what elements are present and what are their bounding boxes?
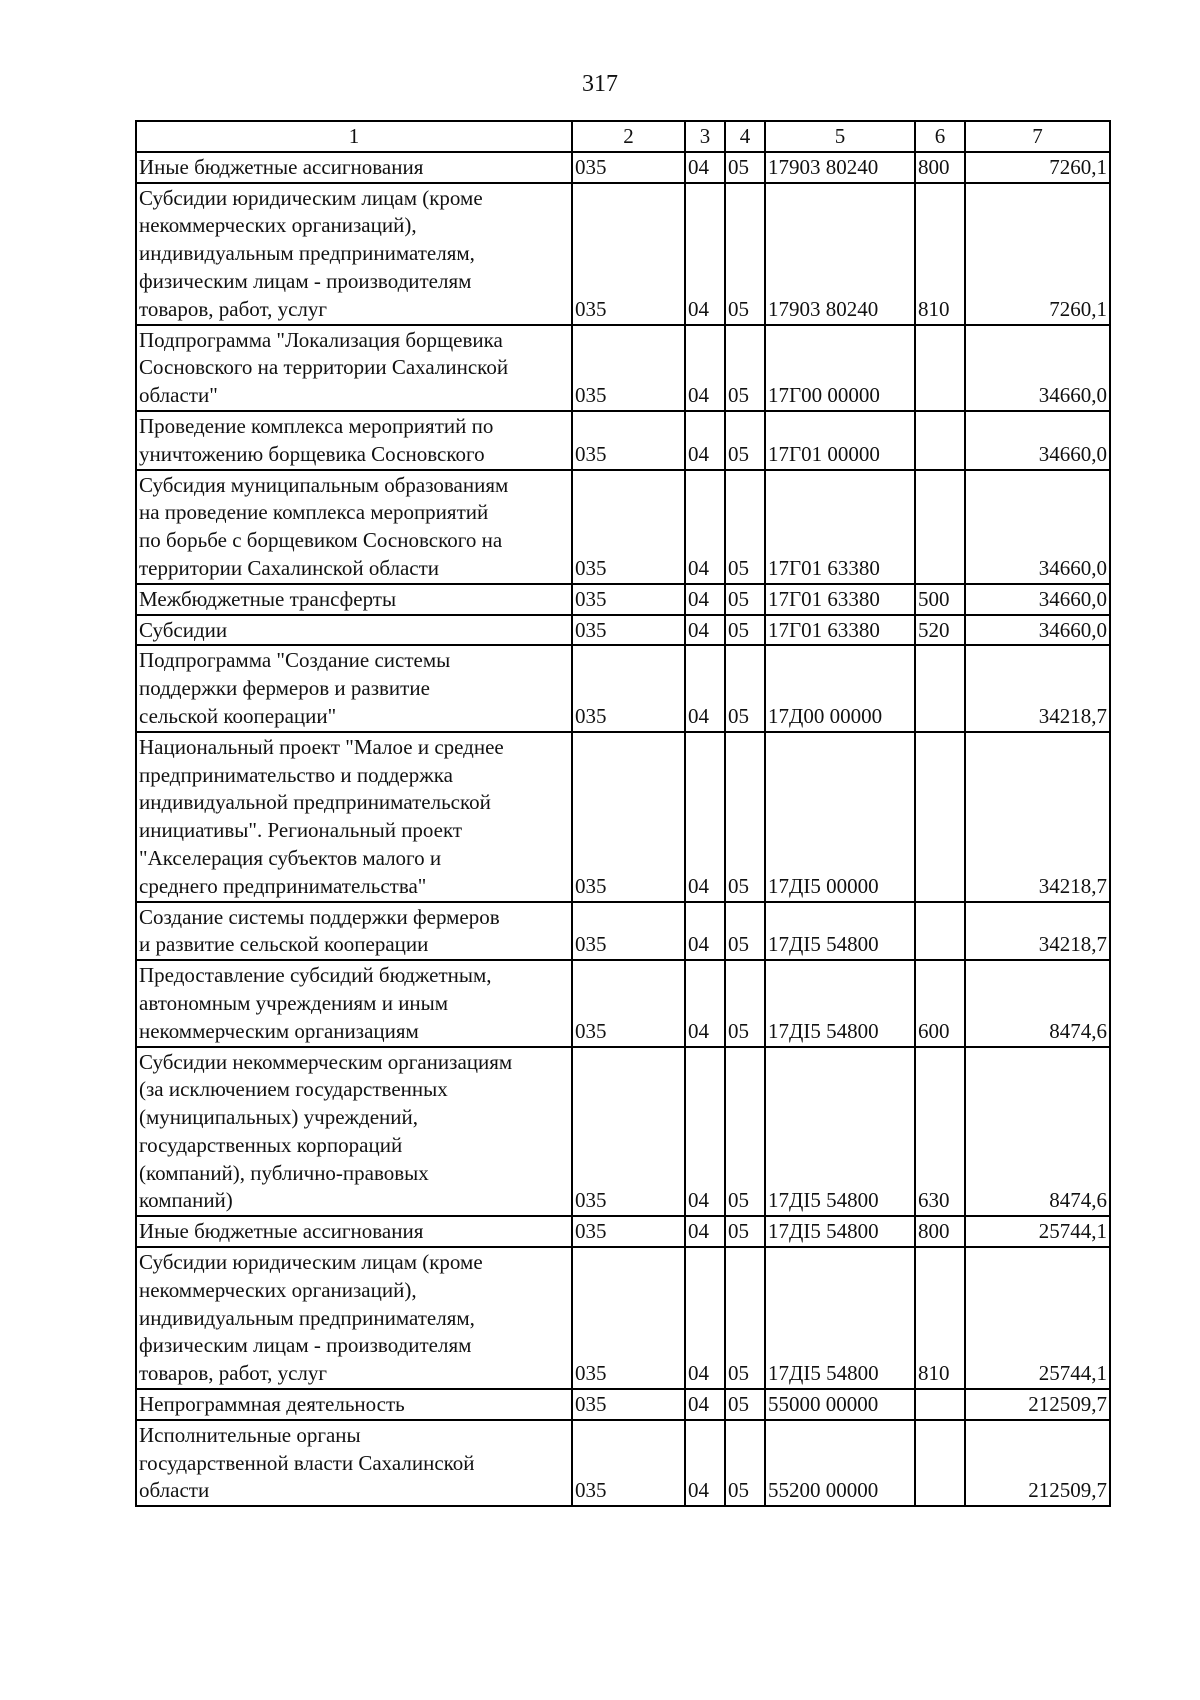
row-section-cell: 04 xyxy=(685,584,725,615)
row-target-article-cell: 55200 00000 xyxy=(765,1420,915,1506)
row-amount-cell: 34218,7 xyxy=(965,902,1110,961)
row-name-cell: Подпрограмма "Создание системы поддержки фермеров и развитие сельской кооперации" xyxy=(136,645,572,731)
row-name-cell: Создание системы поддержки фермеров и развитие сельской кооперации xyxy=(136,902,572,961)
row-code-cell: 035 xyxy=(572,183,685,325)
row-name-cell: Субсидии юридическим лицам (кроме некоммерческих организаций), индивидуальным предпринимателям, физическим лицам - производителям товаров, работ, услуг xyxy=(136,1247,572,1389)
header-cell-7: 7 xyxy=(965,121,1110,152)
table-row xyxy=(136,902,1110,961)
row-expense-type-cell xyxy=(915,645,965,731)
table-row xyxy=(136,152,1110,183)
row-code-cell: 035 xyxy=(572,960,685,1046)
row-subsection-cell: 05 xyxy=(725,584,765,615)
row-target-article-cell: 17Г01 63380 xyxy=(765,584,915,615)
row-name-cell: Непрограммная деятельность xyxy=(136,1389,572,1420)
row-expense-type-cell: 810 xyxy=(915,1247,965,1389)
table-header-row xyxy=(136,121,1110,152)
row-section-cell: 04 xyxy=(685,902,725,961)
row-name-cell: Подпрограмма "Локализация борщевика Сосновского на территории Сахалинской области" xyxy=(136,325,572,411)
row-subsection-cell: 05 xyxy=(725,645,765,731)
row-amount-cell: 34218,7 xyxy=(965,645,1110,731)
table-row xyxy=(136,615,1110,646)
row-name-cell: Исполнительные органы государственной власти Сахалинской области xyxy=(136,1420,572,1506)
table-row xyxy=(136,183,1110,325)
row-subsection-cell: 05 xyxy=(725,1389,765,1420)
row-name-cell: Проведение комплекса мероприятий по уничтожению борщевика Сосновского xyxy=(136,411,572,470)
table-row xyxy=(136,325,1110,411)
table-row xyxy=(136,584,1110,615)
table-row xyxy=(136,645,1110,731)
row-expense-type-cell xyxy=(915,1389,965,1420)
row-expense-type-cell: 630 xyxy=(915,1047,965,1217)
row-amount-cell: 34218,7 xyxy=(965,732,1110,902)
row-amount-cell: 25744,1 xyxy=(965,1247,1110,1389)
row-code-cell: 035 xyxy=(572,1047,685,1217)
row-target-article-cell: 17ДI5 54800 xyxy=(765,1047,915,1217)
page-number: 317 xyxy=(582,71,618,97)
row-subsection-cell: 05 xyxy=(725,615,765,646)
row-subsection-cell: 05 xyxy=(725,470,765,584)
row-expense-type-cell: 520 xyxy=(915,615,965,646)
row-expense-type-cell xyxy=(915,902,965,961)
table-row xyxy=(136,1389,1110,1420)
row-section-cell: 04 xyxy=(685,1389,725,1420)
row-amount-cell: 25744,1 xyxy=(965,1216,1110,1247)
table-row xyxy=(136,732,1110,902)
row-target-article-cell: 17ДI5 54800 xyxy=(765,1247,915,1389)
row-section-cell: 04 xyxy=(685,1216,725,1247)
row-code-cell: 035 xyxy=(572,584,685,615)
row-expense-type-cell: 800 xyxy=(915,1216,965,1247)
table-row xyxy=(136,411,1110,470)
row-amount-cell: 212509,7 xyxy=(965,1420,1110,1506)
row-section-cell: 04 xyxy=(685,615,725,646)
row-code-cell: 035 xyxy=(572,1389,685,1420)
row-code-cell: 035 xyxy=(572,615,685,646)
row-code-cell: 035 xyxy=(572,470,685,584)
row-expense-type-cell: 500 xyxy=(915,584,965,615)
table-row xyxy=(136,1420,1110,1506)
row-expense-type-cell: 600 xyxy=(915,960,965,1046)
row-subsection-cell: 05 xyxy=(725,1047,765,1217)
header-cell-2: 2 xyxy=(572,121,685,152)
row-target-article-cell: 17Г01 00000 xyxy=(765,411,915,470)
row-target-article-cell: 17ДI5 54800 xyxy=(765,902,915,961)
row-code-cell: 035 xyxy=(572,902,685,961)
row-code-cell: 035 xyxy=(572,411,685,470)
row-subsection-cell: 05 xyxy=(725,960,765,1046)
row-code-cell: 035 xyxy=(572,152,685,183)
row-expense-type-cell xyxy=(915,411,965,470)
row-name-cell: Субсидии юридическим лицам (кроме некоммерческих организаций), индивидуальным предпринимателям, физическим лицам - производителям товаров, работ, услуг xyxy=(136,183,572,325)
row-expense-type-cell xyxy=(915,732,965,902)
row-amount-cell: 212509,7 xyxy=(965,1389,1110,1420)
row-expense-type-cell xyxy=(915,325,965,411)
row-subsection-cell: 05 xyxy=(725,1216,765,1247)
row-section-cell: 04 xyxy=(685,960,725,1046)
row-expense-type-cell: 810 xyxy=(915,183,965,325)
row-subsection-cell: 05 xyxy=(725,183,765,325)
header-cell-4: 4 xyxy=(725,121,765,152)
row-amount-cell: 7260,1 xyxy=(965,183,1110,325)
row-target-article-cell: 17903 80240 xyxy=(765,183,915,325)
row-name-cell: Иные бюджетные ассигнования xyxy=(136,152,572,183)
row-code-cell: 035 xyxy=(572,325,685,411)
row-section-cell: 04 xyxy=(685,645,725,731)
header-cell-3: 3 xyxy=(685,121,725,152)
row-section-cell: 04 xyxy=(685,411,725,470)
row-section-cell: 04 xyxy=(685,1047,725,1217)
row-section-cell: 04 xyxy=(685,1247,725,1389)
row-name-cell: Субсидии xyxy=(136,615,572,646)
table-row xyxy=(136,470,1110,584)
row-code-cell: 035 xyxy=(572,1420,685,1506)
row-section-cell: 04 xyxy=(685,470,725,584)
row-subsection-cell: 05 xyxy=(725,732,765,902)
row-subsection-cell: 05 xyxy=(725,1247,765,1389)
row-subsection-cell: 05 xyxy=(725,902,765,961)
row-code-cell: 035 xyxy=(572,645,685,731)
row-target-article-cell: 17Г01 63380 xyxy=(765,470,915,584)
row-target-article-cell: 17ДI5 54800 xyxy=(765,1216,915,1247)
row-amount-cell: 8474,6 xyxy=(965,1047,1110,1217)
row-amount-cell: 34660,0 xyxy=(965,615,1110,646)
row-code-cell: 035 xyxy=(572,1216,685,1247)
row-code-cell: 035 xyxy=(572,732,685,902)
row-target-article-cell: 17ДI5 00000 xyxy=(765,732,915,902)
table-row xyxy=(136,1047,1110,1217)
row-amount-cell: 34660,0 xyxy=(965,411,1110,470)
row-name-cell: Иные бюджетные ассигнования xyxy=(136,1216,572,1247)
row-section-cell: 04 xyxy=(685,152,725,183)
row-amount-cell: 34660,0 xyxy=(965,470,1110,584)
row-section-cell: 04 xyxy=(685,1420,725,1506)
row-amount-cell: 7260,1 xyxy=(965,152,1110,183)
header-cell-1: 1 xyxy=(136,121,572,152)
row-target-article-cell: 17Д00 00000 xyxy=(765,645,915,731)
row-amount-cell: 34660,0 xyxy=(965,325,1110,411)
row-amount-cell: 8474,6 xyxy=(965,960,1110,1046)
table-row xyxy=(136,960,1110,1046)
budget-table xyxy=(135,120,1111,1507)
row-name-cell: Субсидия муниципальным образованиям на проведение комплекса мероприятий по борьбе с борщевиком Сосновского на территории Сахалинской области xyxy=(136,470,572,584)
row-target-article-cell: 17ДI5 54800 xyxy=(765,960,915,1046)
row-subsection-cell: 05 xyxy=(725,411,765,470)
row-name-cell: Субсидии некоммерческим организациям (за исключением государственных (муниципальных) учреждений, государственных корпораций (компаний), публично-правовых компаний) xyxy=(136,1047,572,1217)
table-row xyxy=(136,1216,1110,1247)
table-row xyxy=(136,1247,1110,1389)
row-target-article-cell: 17Г00 00000 xyxy=(765,325,915,411)
row-subsection-cell: 05 xyxy=(725,325,765,411)
row-expense-type-cell xyxy=(915,1420,965,1506)
row-name-cell: Межбюджетные трансферты xyxy=(136,584,572,615)
row-expense-type-cell xyxy=(915,470,965,584)
header-cell-5: 5 xyxy=(765,121,915,152)
row-target-article-cell: 17903 80240 xyxy=(765,152,915,183)
row-name-cell: Национальный проект "Малое и среднее предпринимательство и поддержка индивидуальной предпринимательской инициативы". Региональный проект "Акселерация субъектов малого и среднего предпринимательства" xyxy=(136,732,572,902)
row-section-cell: 04 xyxy=(685,732,725,902)
row-target-article-cell: 55000 00000 xyxy=(765,1389,915,1420)
row-subsection-cell: 05 xyxy=(725,152,765,183)
row-section-cell: 04 xyxy=(685,183,725,325)
header-cell-6: 6 xyxy=(915,121,965,152)
row-subsection-cell: 05 xyxy=(725,1420,765,1506)
row-section-cell: 04 xyxy=(685,325,725,411)
row-code-cell: 035 xyxy=(572,1247,685,1389)
row-expense-type-cell: 800 xyxy=(915,152,965,183)
row-target-article-cell: 17Г01 63380 xyxy=(765,615,915,646)
row-name-cell: Предоставление субсидий бюджетным, автономным учреждениям и иным некоммерческим организациям xyxy=(136,960,572,1046)
row-amount-cell: 34660,0 xyxy=(965,584,1110,615)
budget-table-body xyxy=(136,121,1110,1506)
